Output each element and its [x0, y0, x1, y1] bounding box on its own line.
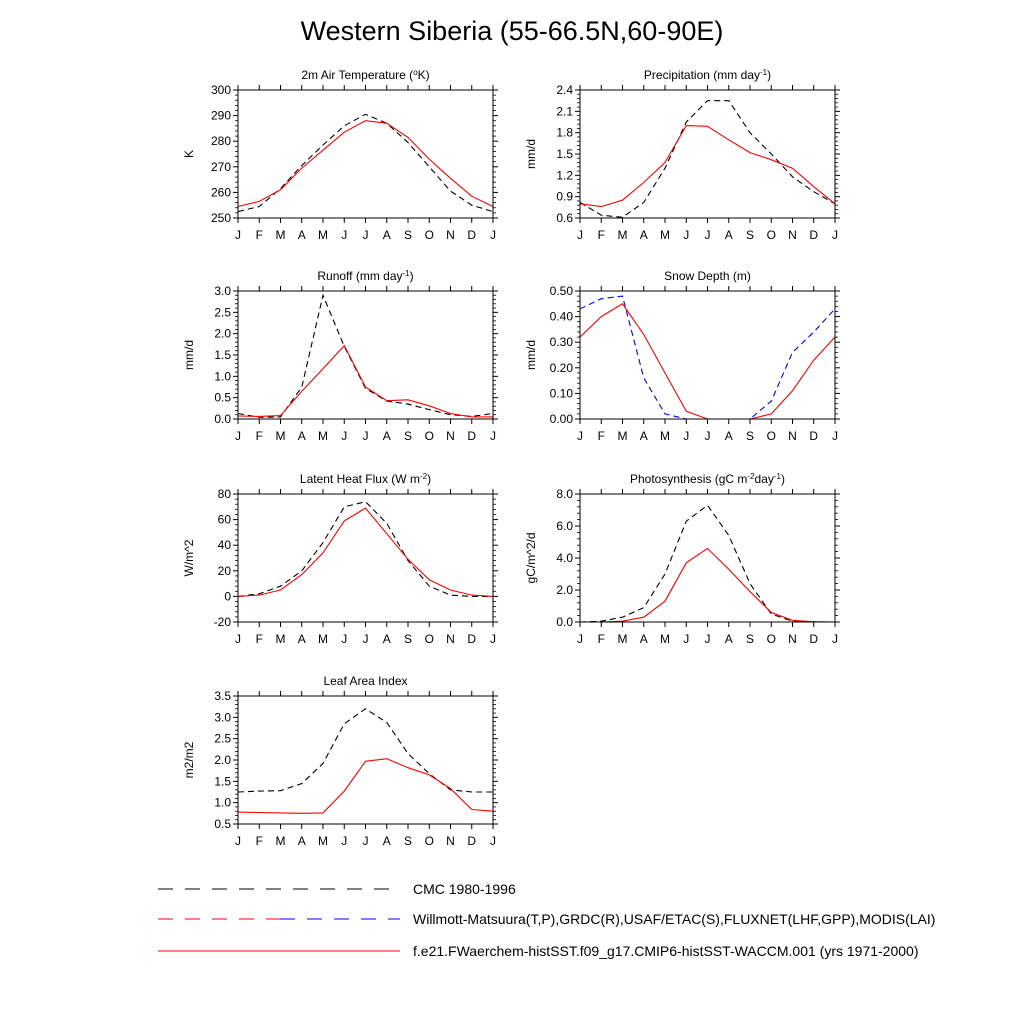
panel-title-part: -1 [773, 471, 781, 481]
series-line-obs_alt [580, 296, 835, 419]
x-tick-label: M [318, 228, 328, 242]
y-tick-label: 80 [217, 487, 231, 501]
x-tick-label: N [446, 429, 455, 443]
x-tick-label: J [832, 228, 838, 242]
plot-frame [580, 90, 835, 218]
panel-title-part: ) [781, 472, 785, 486]
y-tick-label: 2.0 [214, 753, 231, 767]
x-tick-label: M [318, 834, 328, 848]
x-tick-label: J [704, 228, 711, 242]
x-tick-label: A [724, 228, 733, 242]
series-line-model [238, 508, 493, 596]
y-tick-label: 2.0 [556, 583, 573, 597]
x-tick-label: A [639, 632, 648, 646]
y-tick-label: 0.0 [214, 412, 231, 426]
y-tick-label: 8.0 [556, 487, 573, 501]
series-line-model [580, 304, 835, 419]
x-tick-label: N [788, 632, 797, 646]
x-tick-label: M [318, 632, 328, 646]
x-tick-label: S [745, 632, 755, 646]
y-axis-label: gC/m^2/d [524, 532, 538, 584]
y-tick-label: 3.0 [214, 710, 231, 725]
x-tick-label: A [382, 632, 391, 646]
series-line-obs [238, 295, 493, 417]
panel-title [644, 68, 771, 83]
x-tick-label: M [617, 228, 628, 242]
y-tick-label: 1.5 [214, 774, 231, 789]
x-tick-label: J [683, 429, 690, 443]
y-tick-label: 4.0 [556, 551, 573, 565]
x-tick-label: J [235, 632, 241, 646]
x-tick-label: J [341, 228, 348, 242]
plot-frame [238, 494, 493, 622]
y-tick-label: 2.4 [556, 83, 573, 97]
x-tick-label: J [832, 429, 838, 443]
x-tick-label: A [639, 429, 648, 443]
y-tick-label: 2.5 [214, 305, 231, 320]
x-tick-label: S [403, 632, 413, 646]
panel-1 [182, 68, 498, 243]
y-axis-label: mm/d [524, 340, 538, 370]
panel-title-part: Latent Heat Flux (W m [299, 472, 420, 486]
y-tick-label: 280 [210, 134, 231, 149]
y-tick-label: 0.50 [549, 284, 573, 298]
plot-frame [238, 696, 493, 824]
x-tick-label: M [275, 429, 286, 443]
plot-frame [238, 291, 493, 419]
series-line-model [580, 548, 835, 622]
x-tick-label: J [577, 429, 583, 443]
y-tick-label: 0.0 [556, 615, 573, 629]
x-tick-label: D [467, 429, 477, 443]
panel-title-part: Snow Depth (m) [664, 269, 751, 283]
y-axis-label: m2/m2 [182, 741, 196, 779]
plot-frame [238, 90, 493, 218]
y-tick-label: 0.40 [549, 309, 573, 324]
x-tick-label: D [467, 834, 477, 848]
x-tick-label: A [724, 632, 733, 646]
panel-title-part: -2 [747, 471, 755, 481]
x-tick-label: J [490, 834, 496, 848]
x-tick-label: J [704, 429, 711, 443]
y-tick-label: 3.5 [214, 689, 231, 703]
x-tick-label: F [255, 834, 263, 848]
x-tick-label: M [660, 429, 670, 443]
y-tick-label: 300 [210, 83, 231, 97]
x-tick-label: A [639, 228, 648, 242]
legend-label: Willmott-Matsuura(T,P),GRDC(R),USAF/ETAC(S),FLUXNET(LHF,GPP),MODIS(LAI) [413, 911, 936, 927]
y-tick-label: 0.6 [556, 211, 573, 225]
series-line-obs [580, 505, 835, 622]
x-tick-label: S [403, 834, 413, 848]
y-tick-label: 20 [217, 563, 231, 578]
y-tick-label: 1.5 [556, 147, 573, 161]
x-tick-label: J [362, 429, 369, 443]
y-tick-label: 0.30 [549, 335, 573, 350]
y-tick-label: 0 [224, 589, 231, 604]
y-axis-label: mm/d [182, 340, 196, 370]
series-line-obs [238, 709, 493, 792]
panel-title-part: o [413, 67, 418, 77]
panel-title-part: Precipitation (mm day [643, 68, 760, 82]
series-line-model [238, 759, 493, 814]
panel-title-part: day [754, 472, 774, 486]
series-line-model [238, 346, 493, 417]
panel-title-part: Runoff (mm day [317, 269, 403, 283]
x-tick-label: F [255, 228, 263, 242]
panel-title-part: 2m Air Temperature ( [301, 68, 414, 82]
panel-title-part: Photosynthesis (gC m [630, 472, 748, 486]
x-tick-label: N [446, 632, 455, 646]
x-tick-label: J [490, 228, 496, 242]
x-tick-label: O [766, 429, 776, 443]
x-tick-label: F [255, 632, 263, 646]
x-tick-label: J [341, 834, 348, 848]
y-tick-label: 2.5 [214, 731, 231, 746]
x-tick-label: A [724, 429, 733, 443]
x-tick-label: J [235, 228, 241, 242]
x-tick-label: O [766, 228, 776, 242]
y-tick-label: 260 [210, 185, 231, 200]
y-tick-label: 60 [217, 512, 231, 527]
panel-title [301, 68, 429, 83]
series-line-obs [580, 101, 835, 218]
x-tick-label: M [275, 834, 286, 848]
x-tick-label: N [788, 429, 797, 443]
x-tick-label: D [467, 632, 477, 646]
panel-7 [182, 674, 498, 848]
y-tick-label: 0.00 [549, 412, 573, 426]
x-tick-label: N [446, 834, 455, 848]
x-tick-label: J [577, 632, 583, 646]
x-tick-label: J [341, 429, 348, 443]
x-tick-label: F [597, 632, 605, 646]
x-tick-label: A [297, 834, 306, 848]
plot-frame [580, 494, 835, 622]
panel-title-part: Leaf Area Index [323, 674, 408, 688]
panel-title-part: K) [417, 68, 430, 82]
plot-frame [580, 291, 835, 419]
y-tick-label: 0.20 [549, 360, 573, 375]
x-tick-label: N [446, 228, 455, 242]
x-tick-label: J [683, 228, 690, 242]
x-tick-label: F [597, 429, 605, 443]
panel-6 [524, 472, 840, 647]
panel-title-part: -1 [402, 268, 410, 278]
panel-3 [182, 269, 498, 444]
x-tick-label: O [424, 228, 434, 242]
y-tick-label: 0.5 [214, 817, 231, 831]
panel-title [323, 674, 407, 688]
x-tick-label: M [318, 429, 328, 443]
y-tick-label: 290 [210, 108, 231, 123]
y-tick-label: 2.0 [214, 326, 231, 341]
x-tick-label: A [297, 429, 306, 443]
x-tick-label: A [382, 429, 391, 443]
legend-label: CMC 1980-1996 [413, 881, 516, 897]
y-tick-label: 250 [210, 211, 231, 225]
x-tick-label: J [683, 632, 690, 646]
y-tick-label: 1.2 [556, 168, 573, 183]
x-tick-label: O [424, 429, 434, 443]
y-tick-label: 1.5 [214, 348, 231, 362]
panel-5 [182, 472, 498, 647]
x-tick-label: A [297, 228, 306, 242]
x-tick-label: J [362, 632, 369, 646]
x-tick-label: J [362, 228, 369, 242]
x-tick-label: J [490, 429, 496, 443]
x-tick-label: A [297, 632, 306, 646]
panel-title-part: ) [409, 269, 414, 283]
x-tick-label: A [382, 228, 391, 242]
series-line-obs [238, 114, 493, 211]
x-tick-label: M [660, 632, 670, 646]
x-tick-label: J [362, 834, 369, 848]
x-tick-label: J [577, 228, 583, 242]
y-tick-label: 270 [210, 159, 231, 174]
x-tick-label: O [766, 632, 776, 646]
series-line-model [580, 126, 835, 207]
x-tick-label: M [275, 632, 286, 646]
x-tick-label: M [275, 228, 286, 242]
x-tick-label: F [597, 228, 605, 242]
x-tick-label: J [832, 632, 838, 646]
y-axis-label: W/m^2 [182, 539, 196, 577]
x-tick-label: D [809, 632, 819, 646]
x-tick-label: J [235, 834, 241, 848]
x-tick-label: S [403, 429, 413, 443]
x-tick-label: J [704, 632, 711, 646]
panel-title [664, 269, 751, 283]
x-tick-label: S [745, 228, 755, 242]
x-tick-label: O [424, 834, 434, 848]
y-tick-label: 1.0 [214, 369, 231, 384]
y-tick-label: 1.0 [214, 795, 231, 810]
legend-label: f.e21.FWaerchem-histSST.f09_g17.CMIP6-histSST-WACCM.001 (yrs 1971-2000) [413, 943, 919, 959]
x-tick-label: J [341, 632, 348, 646]
x-tick-label: S [403, 228, 413, 242]
y-tick-label: 0.5 [214, 390, 231, 405]
y-axis-label: mm/d [524, 139, 538, 169]
x-tick-label: D [809, 228, 819, 242]
x-tick-label: A [382, 834, 391, 848]
x-tick-label: N [788, 228, 797, 242]
page-title: Western Siberia (55-66.5N,60-90E) [300, 16, 724, 46]
y-axis-label: K [182, 149, 196, 159]
y-tick-label: 40 [217, 538, 231, 553]
x-tick-label: F [255, 429, 263, 443]
panel-title [317, 269, 413, 284]
y-tick-label: 3.0 [214, 284, 231, 298]
y-tick-label: 0.10 [549, 386, 573, 401]
panel-title [300, 472, 431, 487]
series-line-obs [238, 502, 493, 597]
x-tick-label: M [617, 429, 628, 443]
y-tick-label: 0.9 [556, 189, 573, 204]
y-tick-label: 6.0 [556, 519, 573, 533]
panel-2 [524, 68, 840, 243]
x-tick-label: M [617, 632, 628, 646]
x-tick-label: M [660, 228, 670, 242]
panel-title-part: ) [427, 472, 432, 486]
panel-title-part: -2 [419, 471, 428, 481]
x-tick-label: J [235, 429, 241, 443]
panel-title-part: ) [767, 68, 772, 82]
x-tick-label: D [467, 228, 477, 242]
y-tick-label: 2.1 [556, 104, 573, 119]
x-tick-label: J [490, 632, 496, 646]
y-tick-label: -20 [213, 615, 231, 629]
x-tick-label: O [424, 632, 434, 646]
x-tick-label: S [745, 429, 755, 443]
panel-4 [524, 269, 840, 443]
y-tick-label: 1.8 [556, 125, 573, 140]
panel-title-part: -1 [759, 67, 768, 77]
panel-title [630, 472, 785, 487]
x-tick-label: D [809, 429, 819, 443]
